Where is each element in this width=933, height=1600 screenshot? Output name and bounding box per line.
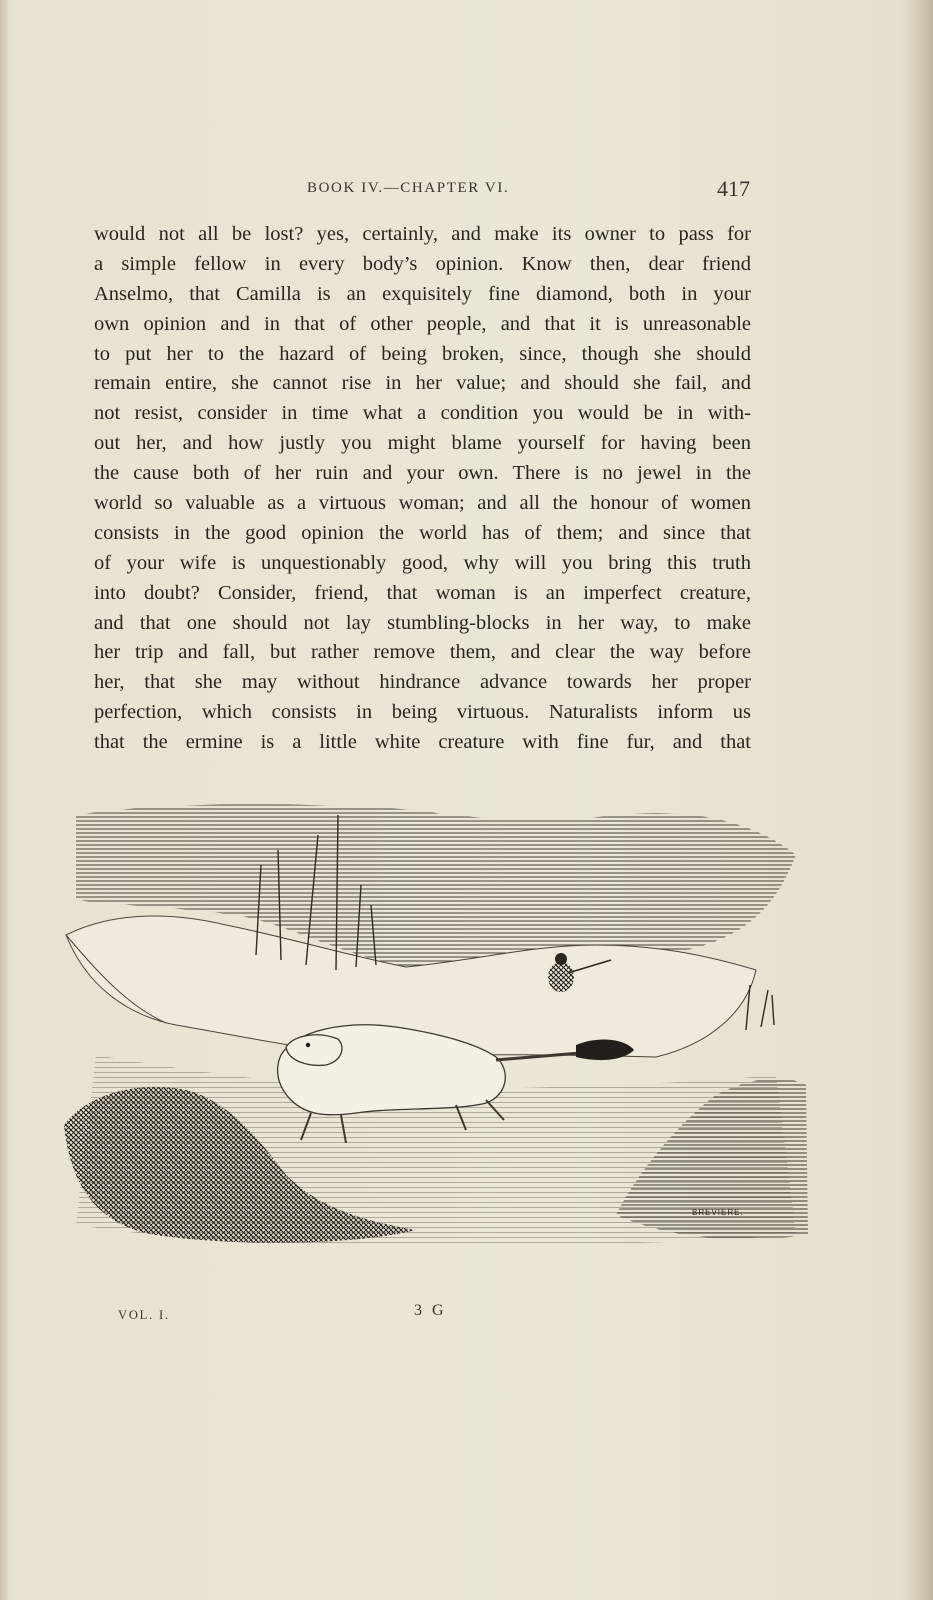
text-line: to put her to the hazard of being broken, since, though she should — [94, 342, 751, 365]
text-line: remain entire, she cannot rise in her value; and should she fail, and — [94, 372, 751, 395]
text-line: of your wife is unquestionably good, why will you bring this truth — [94, 551, 751, 574]
volume-label: VOL. I. — [118, 1308, 170, 1322]
svg-text:BREVIERE.: BREVIERE. — [692, 1208, 744, 1217]
page-number: 417 — [717, 176, 750, 201]
text-line: and that one should not lay stumbling-blocks in her way, to make — [94, 611, 751, 634]
text-line: not resist, consider in time what a condition you would be in with- — [94, 402, 751, 425]
page-edge-shadow — [903, 0, 933, 1600]
page-gutter-shadow — [0, 0, 8, 1600]
body-text — [94, 220, 751, 758]
chapter-heading: BOOK IV.—CHAPTER VI. — [307, 180, 510, 196]
text-line: perfection, which consists in being virtuous. Naturalists inform us — [94, 701, 751, 724]
text-line: her trip and fall, but rather remove them, and clear the way before — [94, 641, 751, 664]
text-line: into doubt? Consider, friend, that woman is an imperfect creature, — [94, 581, 751, 604]
text-line: world so valuable as a virtuous woman; and all the honour of women — [94, 492, 751, 515]
text-line: a simple fellow in every body’s opinion. Know then, dear friend — [94, 252, 751, 275]
text-line: the cause both of her ruin and your own. There is no jewel in the — [94, 462, 751, 485]
text-line: own opinion and in that of other people, and that it is unreasonable — [94, 312, 751, 335]
text-line: her, that she may without hindrance advance towards her proper — [94, 671, 751, 694]
running-head — [96, 176, 750, 206]
signature-mark: 3 G — [414, 1302, 447, 1319]
text-line: consists in the good opinion the world has of them; and since that — [94, 521, 751, 544]
engraver-signature — [692, 1208, 744, 1217]
text-line: out her, and how justly you might blame yourself for having been — [94, 432, 751, 455]
text-line: Anselmo, that Camilla is an exquisitely fine diamond, both in your — [94, 282, 751, 305]
text-line: that the ermine is a little white creature with fine fur, and that — [94, 731, 751, 754]
text-line: would not all be lost? yes, certainly, and make its owner to pass for — [94, 223, 751, 245]
ermine-engraving — [56, 795, 816, 1265]
